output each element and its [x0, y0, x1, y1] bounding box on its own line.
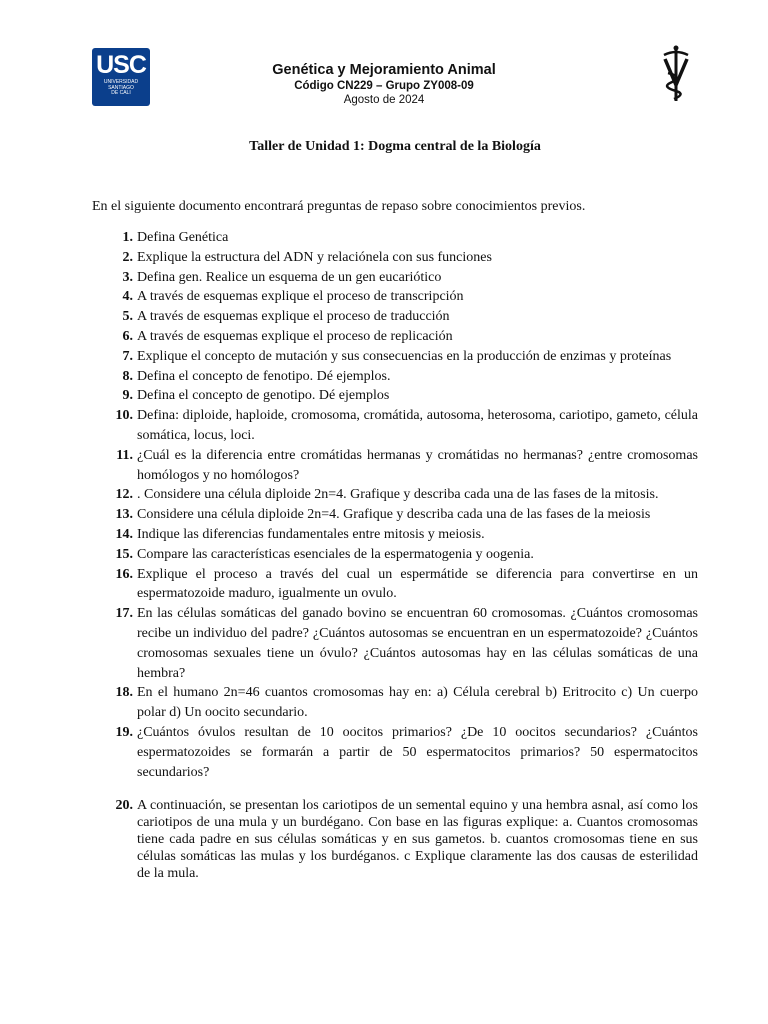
logo-line-1: UNIVERSIDAD	[103, 79, 139, 85]
question-text: Explique el concepto de mutación y sus consecuencias en la producción de enzimas y proteínas	[137, 348, 672, 364]
question-item	[92, 683, 698, 723]
intro-text: En el siguiente documento encontrará preguntas de repaso sobre conocimientos previos.	[92, 199, 586, 214]
question-text: En el humano 2n=46 cuantos cromosomas hay en: a) Célula cerebral b) Eritrocito c) Un cuerpo polar d) Un oocito secundario.	[137, 685, 698, 721]
question-text: ¿Cuál es la diferencia entre cromátidas hermanas y cromátidas no hermanas? ¿entre cromosomas homólogos y no homólogos?	[137, 447, 698, 483]
question-number: 16.	[115, 566, 133, 582]
question-number: 18.	[115, 685, 133, 701]
question-text: Defina: diploide, haploide, cromosoma, cromátida, autosoma, heterosoma, cariotipo, gameto, célula somática, locus, loci.	[137, 408, 698, 443]
question-item	[92, 406, 698, 446]
document-title: Taller de Unidad 1: Dogma central de la Biología	[249, 139, 541, 154]
question-text: En las células somáticas del ganado bovino se encuentran 60 cromosomas. ¿Cuántos cromosomas recibe un individuo del padre? ¿Cuántos autosomas se encuentran en un espermatozoide? ¿Cuántos cromosomas sexuales tiene un óvulo? ¿Cuántos autosomas hay en las células somáticas de una hembra?	[137, 606, 698, 681]
question-item	[92, 367, 698, 387]
question-text: Defina el concepto de genotipo. Dé ejemplos	[137, 388, 390, 404]
question-list	[92, 228, 698, 882]
question-text: A través de esquemas explique el proceso de traducción	[137, 309, 450, 325]
question-text: A través de esquemas explique el proceso de replicación	[137, 328, 453, 344]
question-number: 5.	[122, 309, 133, 325]
question-text: A continuación, se presentan los cariotipos de un semental equino y una hembra asnal, así como los cariotipos de una mula y un burdégano. Con base en las figuras explique: a. Cuantos cromosomas tiene cada padre en sus células somáticas y en sus gametos. b. cuantos cromosomas tiene en sus células somáticas las mulas y los burdéganos. c Explique claramente las dos causas de esterilidad de la mula.	[137, 798, 698, 882]
question-number: 6.	[122, 328, 133, 344]
logo-main-text: USC	[96, 51, 146, 79]
question-text: Defina gen. Realice un esquema de un gen eucariótico	[137, 269, 442, 285]
question-number: 12.	[115, 487, 133, 503]
question-item	[92, 565, 698, 605]
question-item	[92, 525, 698, 545]
question-item	[92, 797, 698, 882]
question-item	[92, 545, 698, 565]
logo-line-3: DE CALI	[111, 90, 131, 96]
question-number: 7.	[122, 348, 133, 364]
question-item	[92, 723, 698, 782]
question-item	[92, 327, 698, 347]
document-date: Agosto de 2024	[343, 94, 425, 106]
question-text: Explique la estructura del ADN y relaciónela con sus funciones	[137, 249, 492, 265]
question-text: ¿Cuántos óvulos resultan de 10 oocitos primarios? ¿De 10 oocitos secundarios? ¿Cuántos espermatozoides se formarán a partir de 50 espermatocitos primarios? 50 espermatocitos secundarios?	[137, 724, 698, 780]
question-item	[92, 485, 698, 505]
question-item	[92, 446, 698, 486]
question-number: 15.	[115, 546, 133, 562]
question-number: 19.	[115, 724, 133, 740]
course-name: Genética y Mejoramiento Animal	[272, 62, 496, 78]
question-number: 8.	[122, 368, 133, 384]
question-text: Explique el proceso a través del cual un espermátide se diferencia para convertirse en un espermatozoide maduro, igualmente un ovulo.	[137, 566, 698, 602]
question-text: Defina el concepto de fenotipo. Dé ejemplos.	[137, 368, 391, 384]
question-item	[92, 307, 698, 327]
question-item	[92, 228, 698, 248]
logo-line-2: SANTIAGO	[108, 84, 134, 91]
question-number: 3.	[122, 269, 133, 285]
question-item	[92, 604, 698, 683]
question-text: Defina Genética	[137, 230, 229, 245]
question-text: A través de esquemas explique el proceso de transcripción	[137, 289, 464, 305]
question-number: 13.	[115, 507, 133, 523]
question-item	[92, 268, 698, 288]
question-number: 20.	[115, 798, 133, 814]
question-text: . Considere una célula diploide 2n=4. Grafique y describa cada una de las fases de la mitosis.	[137, 487, 659, 503]
question-number: 17.	[115, 606, 133, 622]
question-text: Considere una célula diploide 2n=4. Grafique y describa cada una de las fases de la meiosis	[137, 507, 651, 523]
question-number: 9.	[122, 388, 133, 404]
question-number: 4.	[122, 289, 133, 305]
question-text: Compare las características esenciales de la espermatogenia y oogenia.	[137, 546, 534, 562]
question-item	[92, 287, 698, 307]
question-item	[92, 347, 698, 367]
veterinary-caduceus-icon	[656, 45, 696, 103]
question-number: 2.	[122, 249, 133, 265]
usc-logo-icon	[92, 48, 150, 106]
question-number: 10.	[115, 408, 133, 424]
question-text: Indique las diferencias fundamentales entre mitosis y meiosis.	[137, 526, 485, 542]
question-item	[92, 386, 698, 406]
course-code: Código CN229 – Grupo ZY008-09	[294, 80, 474, 92]
question-item	[92, 505, 698, 525]
question-number: 1.	[122, 230, 133, 245]
question-number: 11.	[116, 447, 133, 463]
question-number: 14.	[115, 526, 133, 542]
question-item	[92, 248, 698, 268]
document-header	[200, 62, 568, 107]
